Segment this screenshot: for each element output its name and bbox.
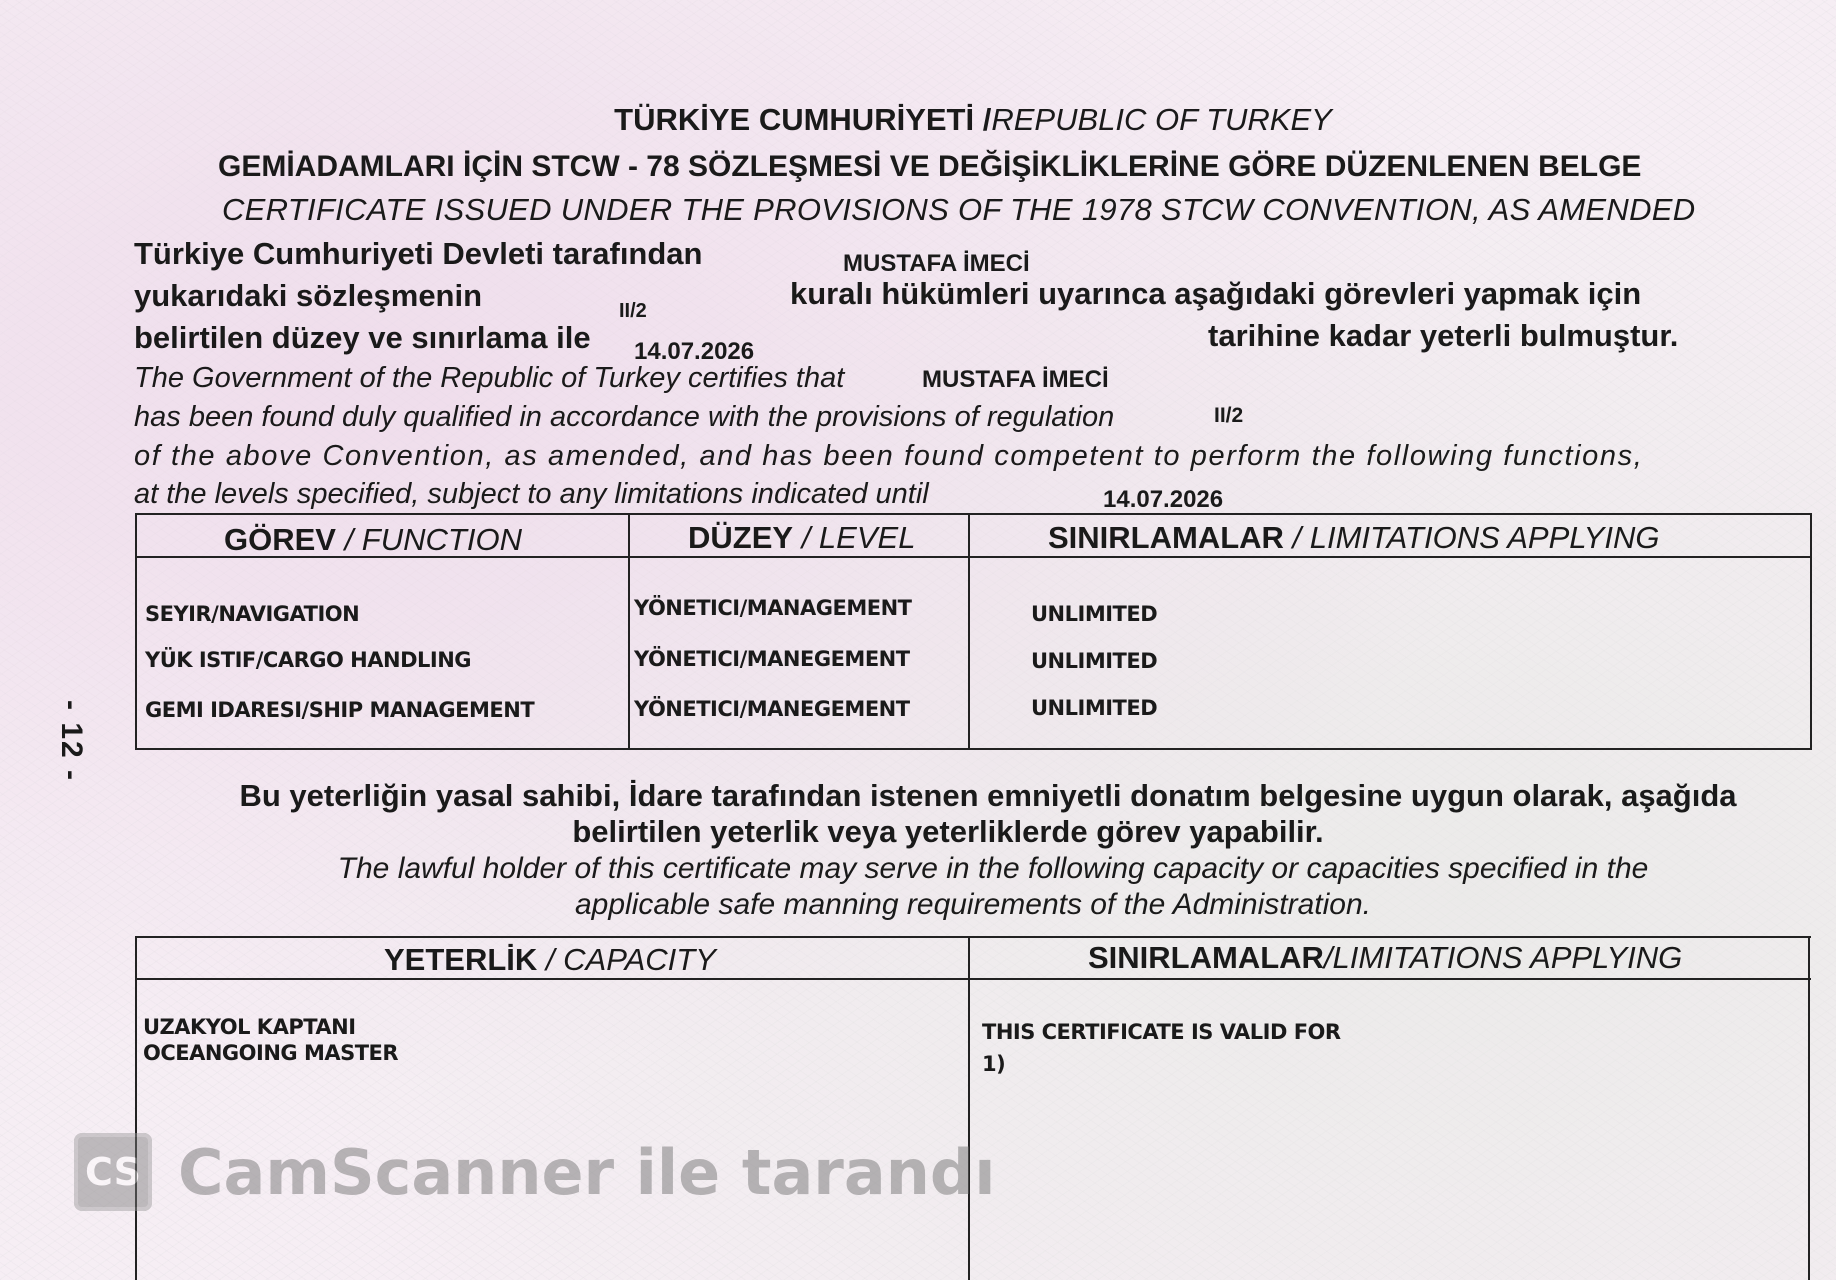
capacity-line1: UZAKYOL KAPTANI <box>143 1015 356 1039</box>
capacity-line2: OCEANGOING MASTER <box>143 1041 399 1065</box>
table-row-1-level: YÖNETICI/MANAGEMENT <box>634 596 912 620</box>
holder-statement-tr-line1: Bu yeterliğin yasal sahibi, İdare tarafından istenen emniyetli donatım belgesine uygun olarak, aşağıda <box>239 778 1737 813</box>
document-title <box>0 102 1836 138</box>
tr-valid-until: 14.07.2026 <box>634 338 755 365</box>
capacity-limitation-line2: 1) <box>982 1052 1006 1076</box>
holder-statement-en-line1: The lawful holder of this certificate may serve in the following capacity or capacities specified in the <box>337 852 1649 885</box>
table-row-1-function: SEYIR/NAVIGATION <box>145 602 360 626</box>
camscanner-text: CamScanner ile tarandı <box>178 1135 996 1209</box>
title-en: REPUBLIC OF TURKEY <box>991 102 1332 137</box>
capacity-limitation-line1: THIS CERTIFICATE IS VALID FOR <box>982 1020 1341 1044</box>
en-holder-name: MUSTAFA İMECİ <box>922 366 1109 393</box>
table-row-2-function: YÜK ISTIF/CARGO HANDLING <box>145 648 472 672</box>
page-number: - 12 - <box>55 700 88 783</box>
table-row-2-limitation: UNLIMITED <box>1031 649 1158 673</box>
tr-statement-line2-right: kuralı hükümleri uyarınca aşağıdaki görevleri yapmak için <box>790 276 1642 311</box>
table-row-1-limitation: UNLIMITED <box>1031 602 1158 626</box>
en-statement-line2: has been found duly qualified in accordance with the provisions of regulation <box>134 401 1115 433</box>
camscanner-watermark <box>74 1133 995 1211</box>
table-row-3-level: YÖNETICI/MANEGEMENT <box>634 697 910 721</box>
functions-header-function: GÖREV / FUNCTION <box>224 522 522 557</box>
table-row-3-limitation: UNLIMITED <box>1031 696 1158 720</box>
tr-statement-line2-left: yukarıdaki sözleşmenin <box>134 278 483 313</box>
capacity-header-capacity: YETERLİK / CAPACITY <box>384 942 716 977</box>
tr-regulation: II/2 <box>619 300 647 322</box>
table-row-3-function: GEMI IDARESI/SHIP MANAGEMENT <box>145 698 535 722</box>
holder-statement-tr-line2: belirtilen yeterlik veya yeterliklerde görev yapabilir. <box>572 814 1324 849</box>
en-statement-line3: of the above Convention, as amended, and has been found competent to perform the following functions, <box>134 440 1644 472</box>
tr-holder-name: MUSTAFA İMECİ <box>843 250 1030 277</box>
en-statement-line4: at the levels specified, subject to any limitations indicated until <box>134 478 929 510</box>
document-subtitle-tr: GEMİADAMLARI İÇİN STCW - 78 SÖZLEŞMESİ VE DEĞİŞİKLİKLERİNE GÖRE DÜZENLENEN BELGE <box>218 150 1642 183</box>
en-valid-until: 14.07.2026 <box>1103 486 1224 513</box>
table-row-2-level: YÖNETICI/MANEGEMENT <box>634 647 910 671</box>
camscanner-logo-icon: CS <box>74 1133 152 1211</box>
tr-statement-line3-right: tarihine kadar yeterli bulmuştur. <box>1208 318 1679 353</box>
capacity-header-limitations: SINIRLAMALAR/LIMITATIONS APPLYING <box>1088 940 1683 975</box>
title-tr: TÜRKİYE CUMHURİYETİ / <box>614 102 992 137</box>
functions-header-level: DÜZEY / LEVEL <box>688 520 916 555</box>
tr-statement-line1: Türkiye Cumhuriyeti Devleti tarafından <box>134 236 703 271</box>
en-statement-line1: The Government of the Republic of Turkey certifies that <box>134 362 845 394</box>
document-subtitle-en: CERTIFICATE ISSUED UNDER THE PROVISIONS OF THE 1978 STCW CONVENTION, AS AMENDED <box>222 192 1696 227</box>
tr-statement-line3-left: belirtilen düzey ve sınırlama ile <box>134 320 591 355</box>
en-regulation: II/2 <box>1214 404 1244 427</box>
holder-statement-en-line2: applicable safe manning requirements of the Administration. <box>575 888 1371 921</box>
functions-header-limitations: SINIRLAMALAR / LIMITATIONS APPLYING <box>1048 520 1660 555</box>
